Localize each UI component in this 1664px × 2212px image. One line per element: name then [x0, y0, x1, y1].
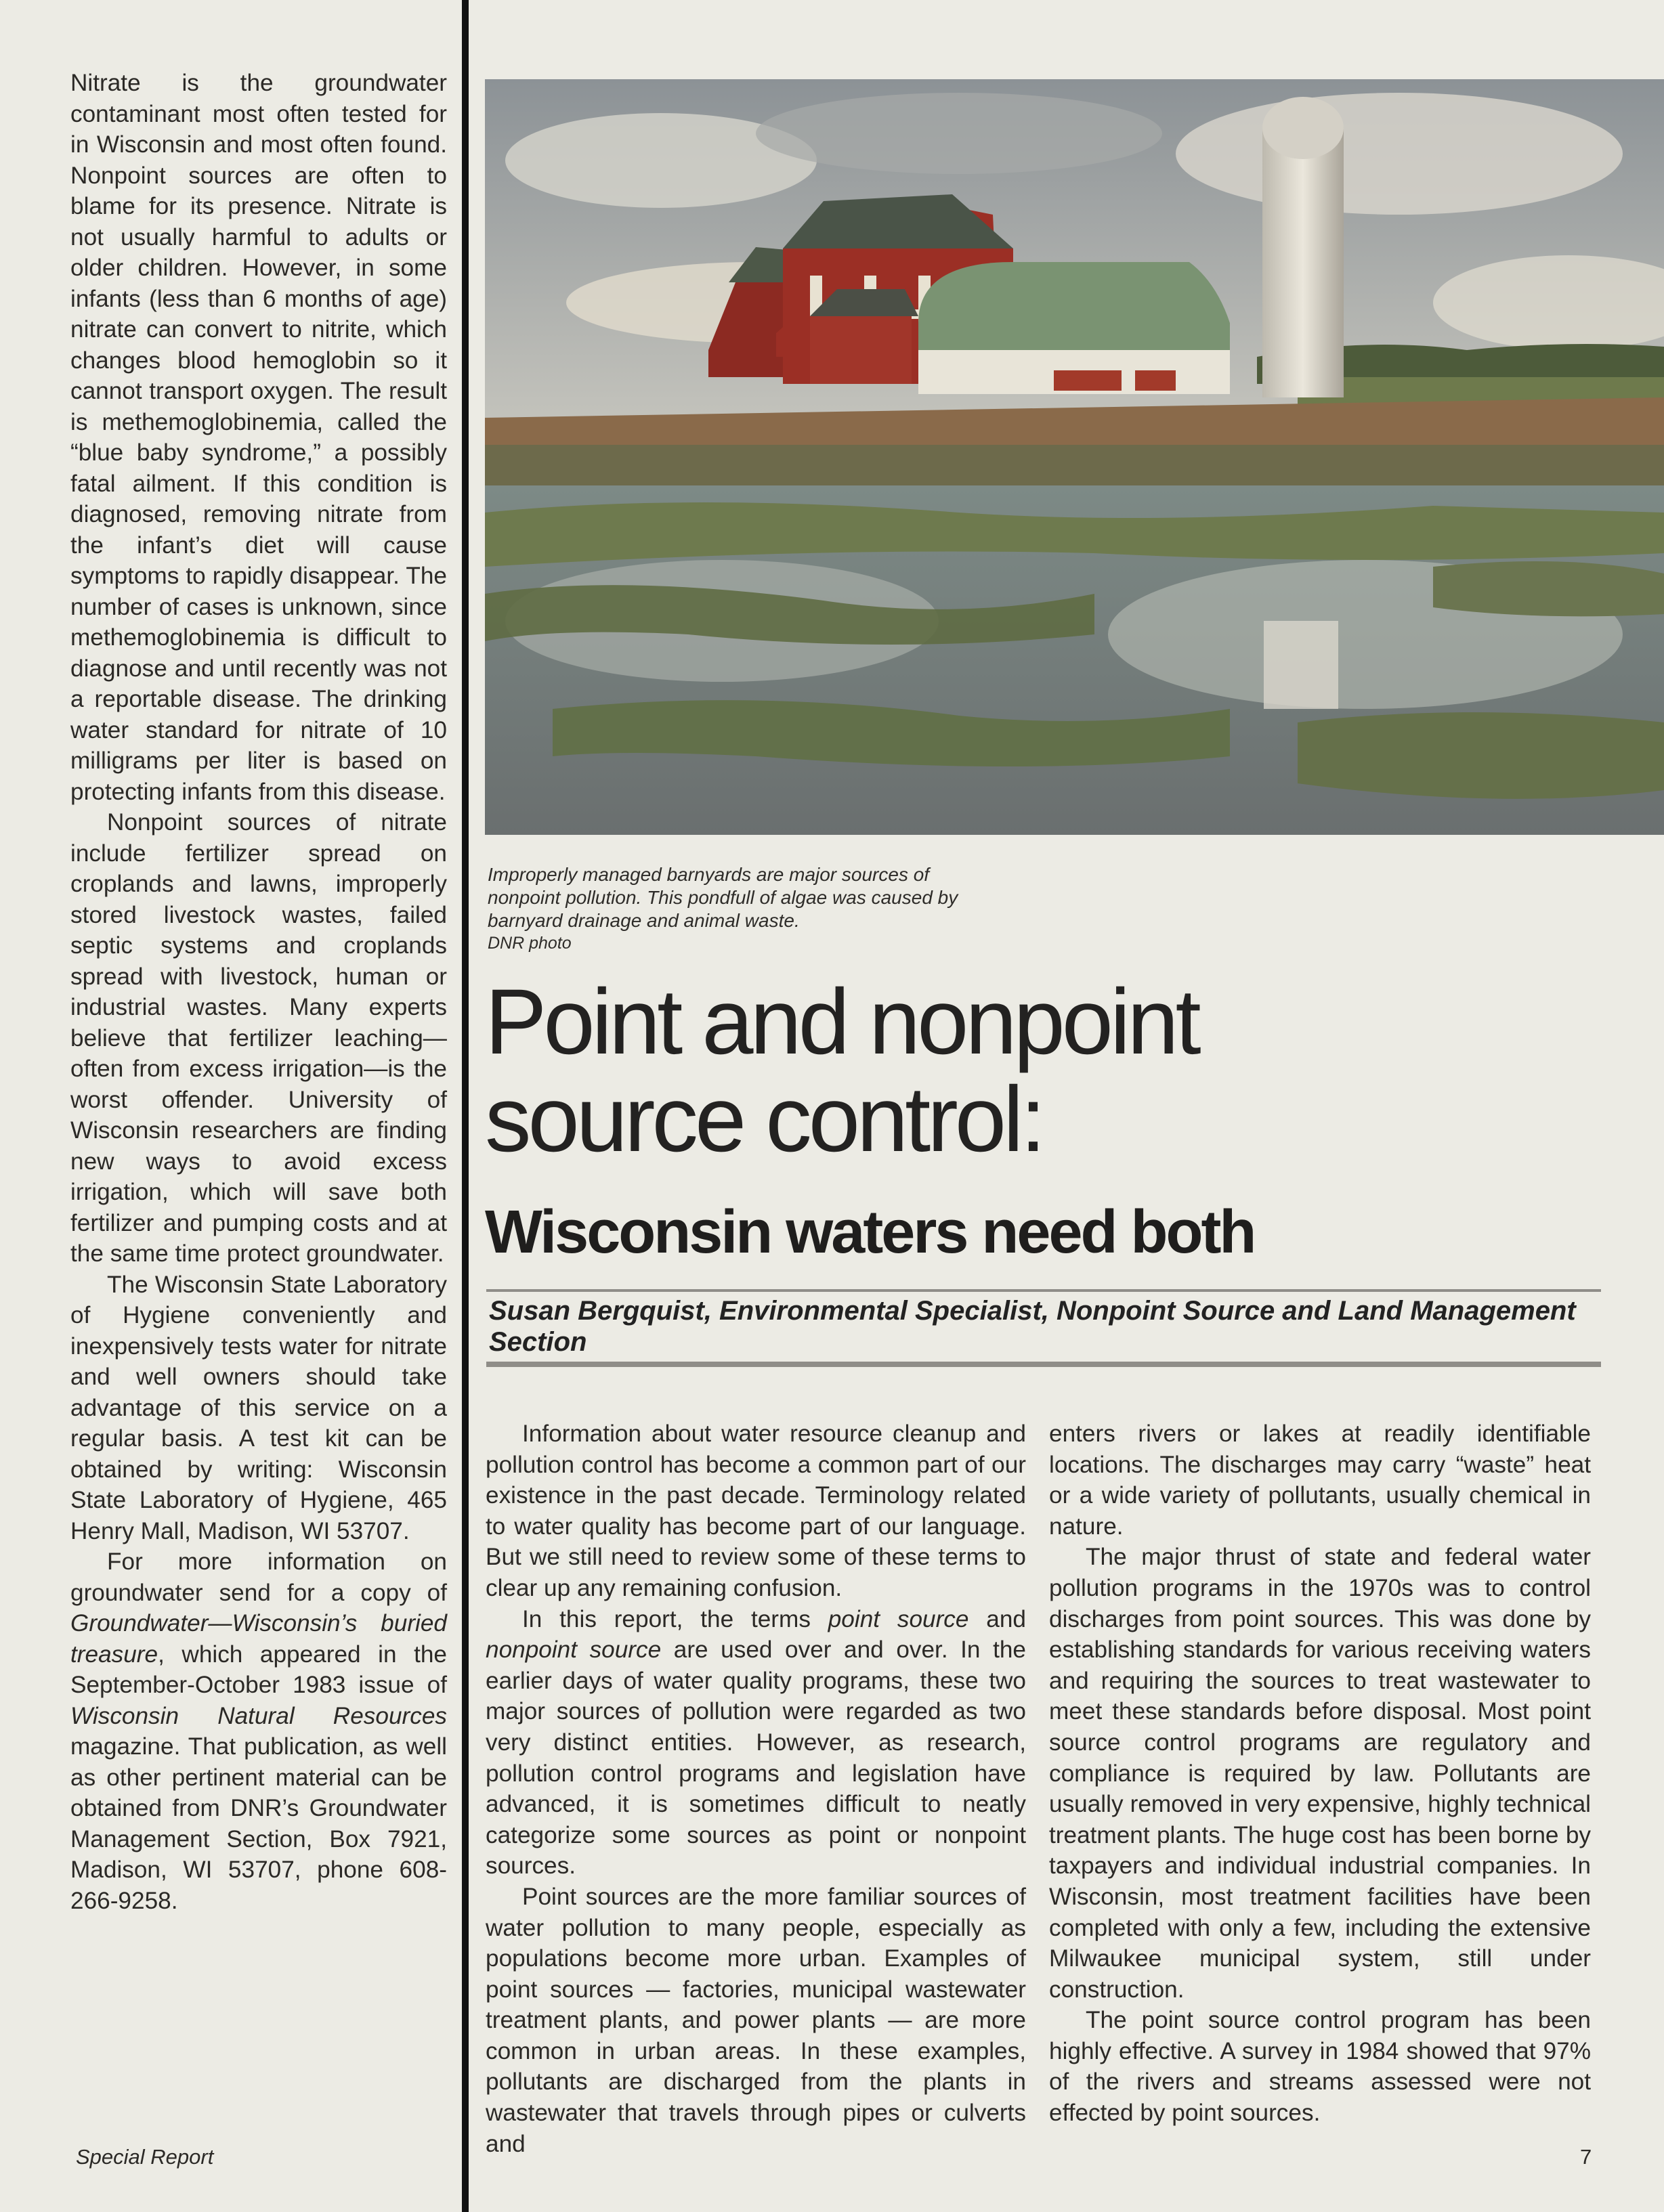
body-paragraph: [486, 1604, 1026, 1882]
sidebar-column: [70, 68, 447, 1916]
title-line-2: source control:: [485, 1068, 1043, 1171]
body-paragraph: The point source control program has been highly effective. A survey in 1984 showed that 97% of the rivers and streams assessed were not effected by point sources.: [1049, 2007, 1591, 2127]
title-line-1: Point and nonpoint: [485, 970, 1198, 1074]
text-run: are used over and over. In the earlier days of water quality programs, these two major sources of pollution were regarded as two very distinct entities. However, as research, pollution control programs and legislation have advanced, it is sometimes difficult to neatly categorize some sources as point or nonpoint sources.: [486, 1636, 1026, 1880]
sidebar-paragraph-1: Nitrate is the groundwater contaminant most often tested for in Wisconsin and most often found. Nonpoint sources are often to blame for its presence. Nitrate is not usually harmful to adults or older children. However, in some infants (less than 6 months of age) nitrate can convert to nitrite, which changes blood hemoglobin so it cannot transport oxygen. The result is methemoglobinemia, called the “blue baby syndrome,” a possibly fatal ailment. If this condition is diagnosed, removing nitrate from the infant’s diet will cause symptoms to rapidly disappear. The number of cases is unknown, since methemoglobinemia is difficult to diagnose and until recently was not a reportable disease. The drinking water standard for nitrate of 10 milligrams per liter is based on protecting infants from this disease.: [70, 70, 447, 805]
caption-text: Improperly managed barnyards are major sources of nonpoint pollution. This pondfull of algae was caused by barnyard drainage and animal waste.: [488, 864, 958, 931]
barnyard-photo: [485, 79, 1664, 835]
text-run: and: [968, 1605, 1026, 1632]
byline-top-rule: [486, 1289, 1601, 1292]
column-divider-rule: [462, 0, 469, 2212]
body-paragraph: Information about water resource cleanup and pollution control has become a common part of our existence in the past decade. Terminology related to water quality has become part of our language. But we still need to review some of these terms to clear up any remaining confusion.: [486, 1421, 1026, 1601]
text-run: In this report, the terms: [522, 1605, 828, 1632]
publication-title-groundwater: Groundwater—Wisconsin’s buried treasure: [70, 1610, 447, 1668]
page-number: 7: [1580, 2145, 1592, 2169]
sidebar-paragraph-4: [70, 1546, 447, 1916]
photo-credit: DNR photo: [488, 934, 572, 953]
sidebar-paragraph-2: Nonpoint sources of nitrate include fertilizer spread on croplands and lawns, improperly stored livestock wastes, failed septic systems and croplands spread with livestock, human or industrial wastes. Many experts believe that fertilizer leaching—often from excess irrigation—is the worst offender. University of Wisconsin researchers are finding new ways to avoid excess irrigation, which will save both fertilizer and pumping costs and at the same time protect groundwater.: [70, 809, 447, 1267]
body-column-2: [1049, 1418, 1591, 2129]
publication-title-magazine: Wisconsin Natural Resources: [70, 1702, 447, 1729]
photo-caption: [488, 863, 1002, 954]
article-subtitle: Wisconsin waters need both: [485, 1198, 1255, 1266]
body-paragraph: enters rivers or lakes at readily identifiable locations. The discharges may carry “waste” heat or a wide variety of pollutants, usually chemical in nature.: [1049, 1421, 1591, 1540]
text-run: magazine. That publication, as well as other pertinent material can be obtained from DNR’s Groundwater Management Section, Box 7921, Madison, WI 53707, phone 608-266-9258.: [70, 1733, 447, 1914]
article-byline: Susan Bergquist, Environmental Specialist, Nonpoint Source and Land Management Section: [489, 1296, 1576, 1357]
byline-bottom-rule: [486, 1362, 1601, 1367]
text-run: , which appeared in the September-October 1983 issue of: [70, 1641, 447, 1698]
term-nonpoint-source: nonpoint source: [486, 1636, 662, 1664]
sidebar-paragraph-3: The Wisconsin State Laboratory of Hygiene conveniently and inexpensively tests water for nitrate and well owners should take advantage of this service on a regular basis. A test kit can be obtained by writing: Wisconsin State Laboratory of Hygiene, 465 Henry Mall, Madison, WI 53707.: [70, 1271, 447, 1544]
body-paragraph: Point sources are the more familiar sources of water pollution to many people, especially as populations become more urban. Examples of point sources — factories, municipal wastewater treatment plants, and power plants — are more common in urban areas. In these examples, pollutants are discharged from the plants in wastewater that travels through pipes or culverts and: [486, 1883, 1026, 2157]
body-paragraph: The major thrust of state and federal water pollution programs in the 1970s was to control discharges from point sources. This was done by establishing standards for various receiving waters and requiring the sources to treat wastewater to meet these standards before disposal. Most point source control programs are regulatory and compliance is required by law. Pollutants are usually removed in very expensive, highly technical treatment plants. The huge cost has been borne by taxpayers and individual industrial companies. In Wisconsin, most treatment facilities have been completed with only a few, including the extensive Milwaukee municipal system, still under construction.: [1049, 1544, 1591, 2003]
text-run: For more information on groundwater send for a copy of: [70, 1548, 447, 1606]
body-column-1: [486, 1418, 1026, 2159]
term-point-source: point source: [828, 1605, 969, 1632]
footer-section-label: Special Report: [76, 2145, 214, 2169]
article-title: [485, 970, 1582, 1171]
